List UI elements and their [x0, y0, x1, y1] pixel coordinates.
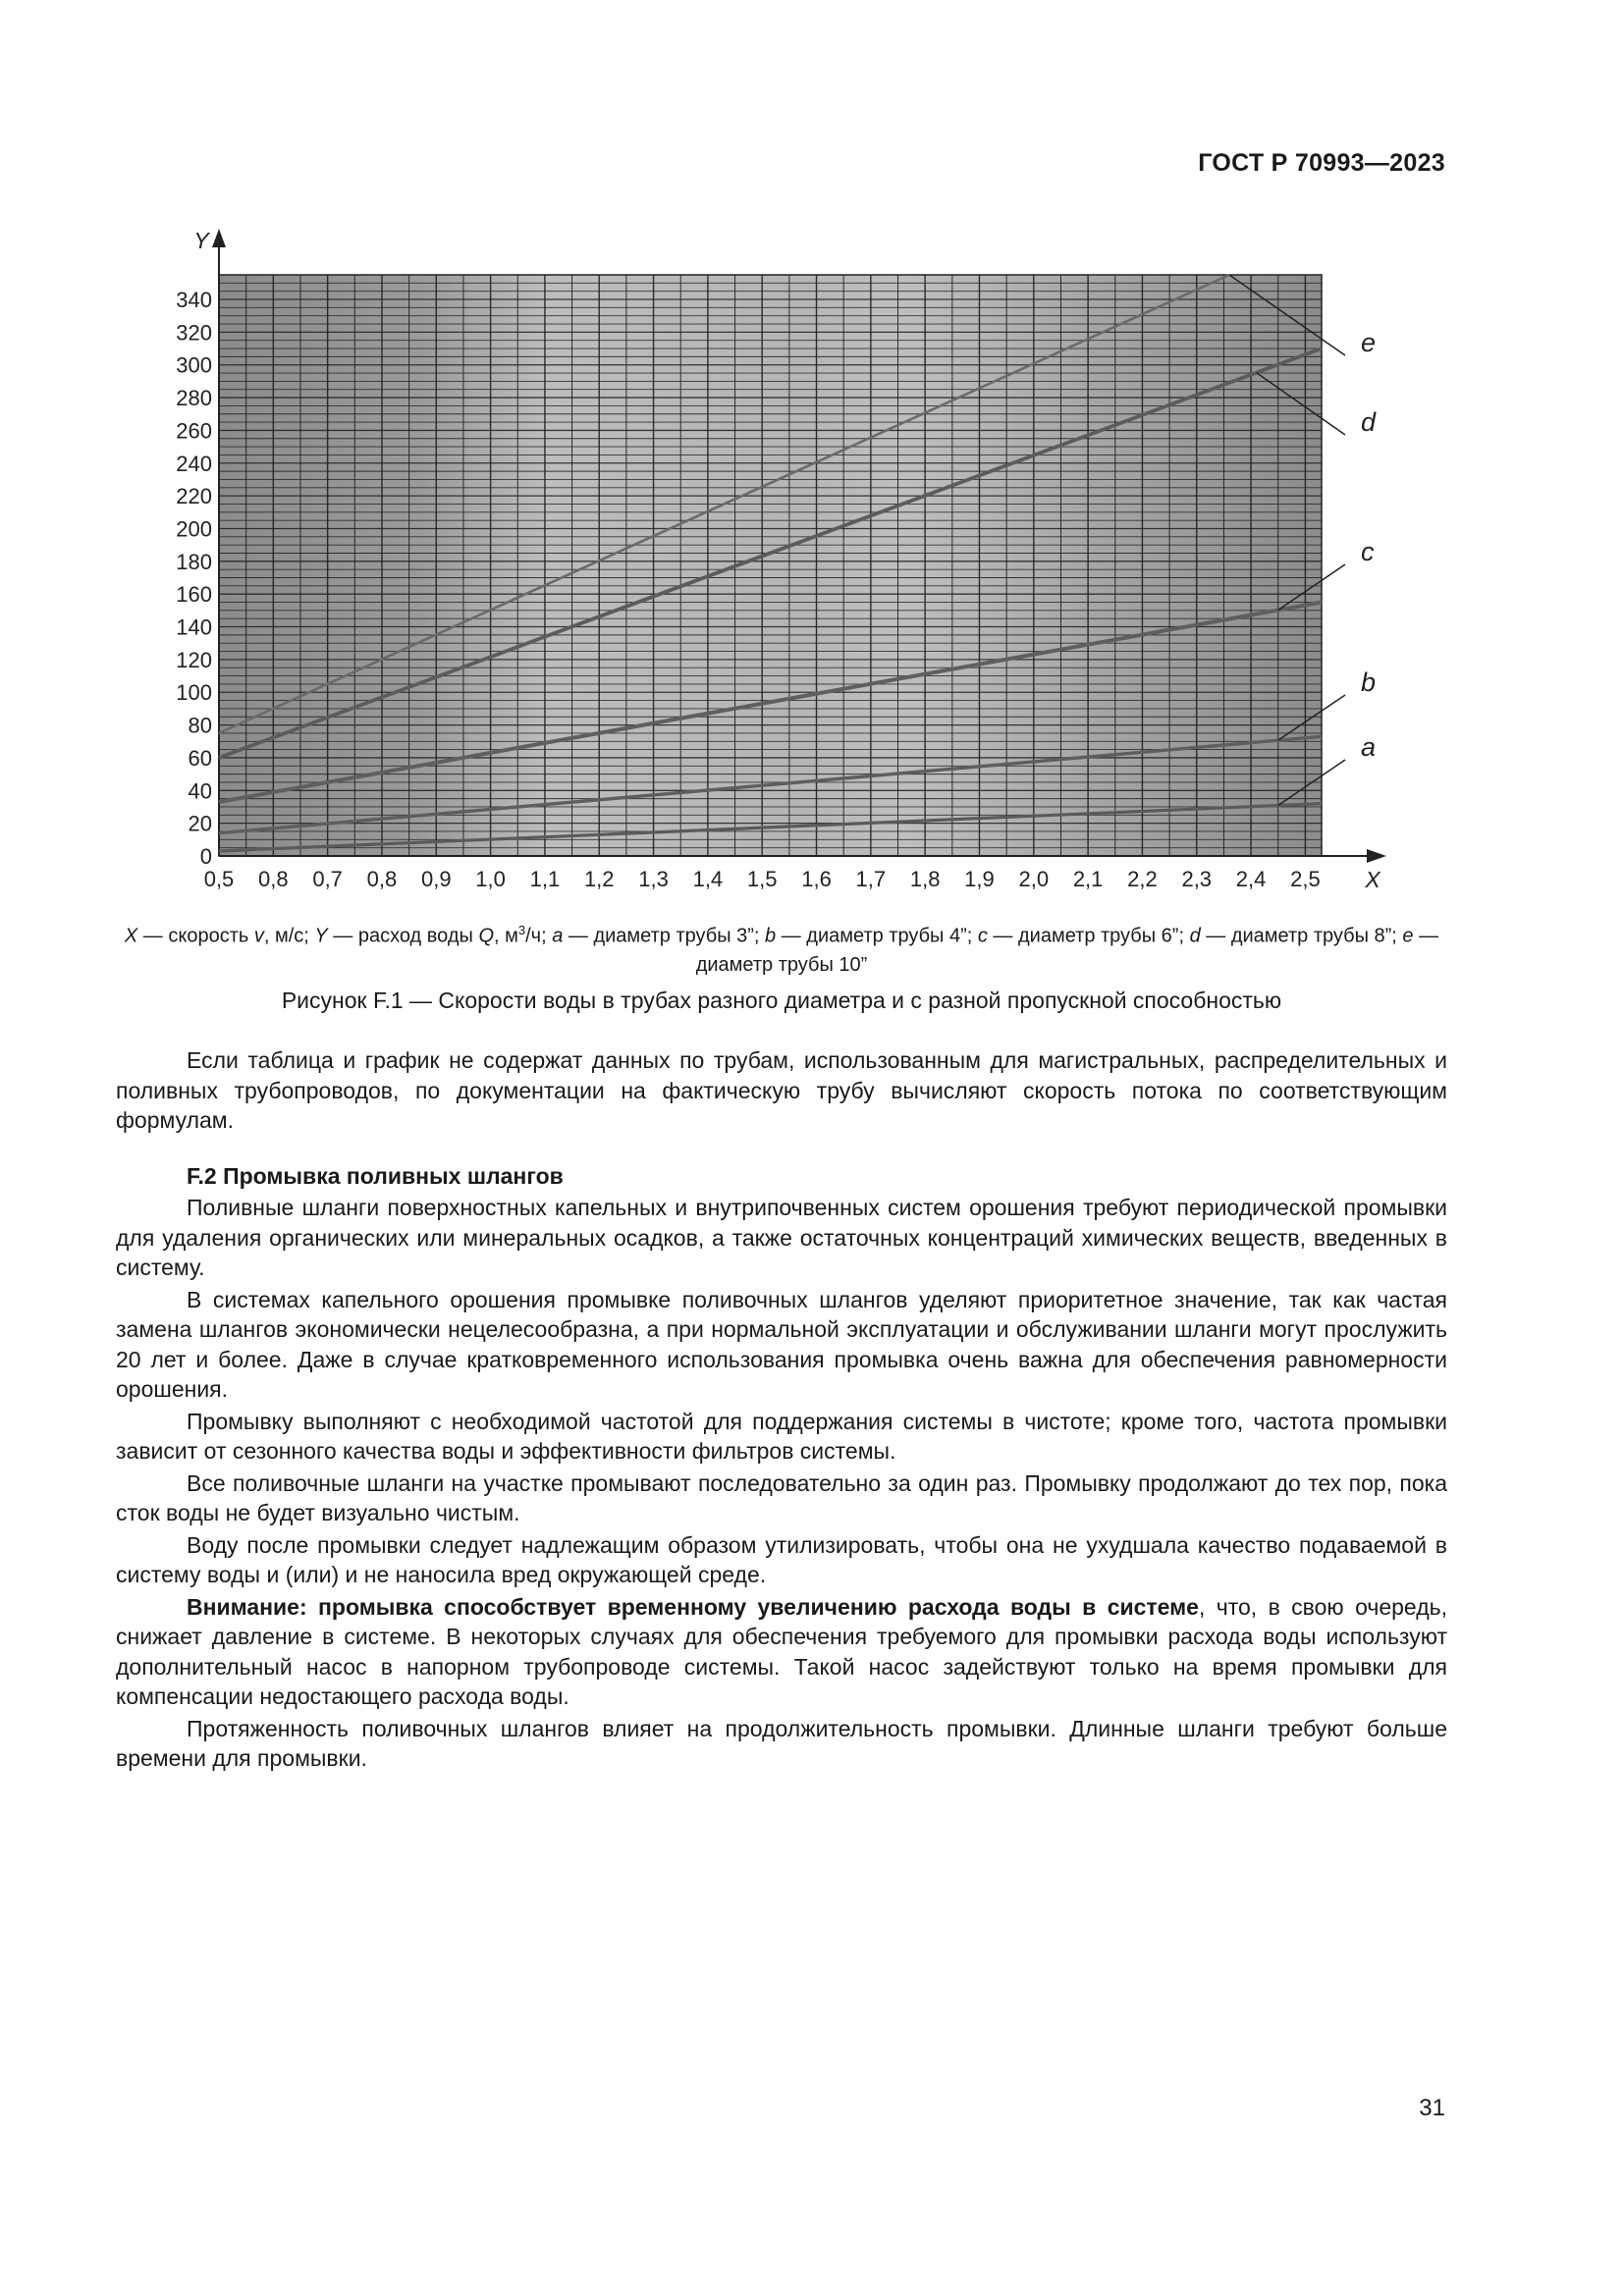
x-tick-label: 1,0 — [475, 867, 506, 891]
x-tick-label: 1,2 — [583, 867, 615, 891]
y-tick-label: 260 — [176, 418, 212, 444]
page-number: 31 — [1419, 2095, 1445, 2121]
document-standard-header: ГОСТ Р 70993—2023 — [1198, 149, 1445, 177]
caption-part: — диаметр трубы 10” — [695, 925, 1439, 976]
caption-part: Y — [314, 925, 328, 947]
paragraph: Воду после промывки следует надлежащим образом утилизировать, чтобы она не ухудшала качество подаваемой в систему воды и (или) и не наносила вред окружающей среде. — [116, 1531, 1447, 1587]
series-label-e: e — [1361, 328, 1377, 357]
paragraph-intro: Если таблица и график не содержат данных по трубам, использованным для магистральных, распределительных и поливных трубопроводов, по документации на фактическую трубу вычисляют скорость потока по соответствующим формулам. — [116, 1047, 1447, 1133]
y-tick-label: 100 — [176, 680, 212, 706]
paragraph: Поливные шланги поверхностных капельных и внутрипочвенных систем орошения требуют периодической промывки для удаления органических или минеральных осадков, а также остаточных концентраций химических веществ, введенных в систему. — [116, 1195, 1447, 1280]
caption-part: /ч; — [525, 925, 553, 947]
y-axis-label: Y — [193, 228, 209, 253]
x-tick-label: 2,3 — [1181, 867, 1213, 891]
paragraph: Промывку выполняют с необходимой частотой для поддержания системы в чистоте; кроме того, частота промывки зависит от сезонного качества воды и эффективности фильтров системы. — [116, 1408, 1447, 1464]
x-tick-label: 2,0 — [1018, 867, 1050, 891]
caption-part: a — [552, 925, 564, 947]
x-tick-label: 0,8 — [366, 867, 398, 891]
y-tick-label: 220 — [176, 484, 212, 509]
paragraph: Протяженность поливочных шлангов влияет на продолжительность промывки. Длинные шланги требуют больше времени для промывки. — [116, 1715, 1447, 1771]
caption-part: b — [765, 925, 777, 947]
series-label-a: a — [1361, 732, 1377, 762]
caption-part: — диаметр трубы 4”; — [776, 925, 978, 947]
y-tick-label: 40 — [188, 778, 212, 804]
caption-part: 3 — [517, 923, 526, 937]
x-tick-label: 0,8 — [258, 867, 289, 891]
main-text — [116, 1045, 1447, 1774]
paragraph: В системах капельного орошения промывке поливочных шлангов уделяют приоритетное значение, так как частая замена шлангов экономически нецелесообразна, а при нормальной эксплуатации и обслуживании шланги могут прослужить 20 лет и более. Даже в случае кратковременного использования промывка очень важна для обеспечения равномерности орошения. — [116, 1286, 1447, 1402]
x-tick-label: 1,6 — [801, 867, 832, 891]
x-tick-label: 0,9 — [420, 867, 452, 891]
caption-part: v — [253, 925, 264, 947]
x-tick-label: 1,1 — [529, 867, 561, 891]
x-tick-label: 1,7 — [855, 867, 887, 891]
figure-legend-caption — [116, 916, 1447, 980]
paragraph-warning — [116, 1592, 1447, 1712]
warning-bold-text: Внимание: промывка способствует временному увеличению расхода воды в системе — [187, 1593, 1199, 1620]
caption-part: — диаметр трубы 3”; — [563, 925, 766, 947]
x-tick-label: 2,1 — [1072, 867, 1104, 891]
x-tick-label: 0,5 — [203, 867, 235, 891]
y-tick-label: 280 — [176, 386, 212, 411]
y-tick-label: 140 — [176, 614, 212, 640]
caption-part: d — [1189, 925, 1201, 947]
y-tick-label: 180 — [176, 549, 212, 574]
y-tick-label: 60 — [188, 745, 212, 771]
x-tick-label: 2,2 — [1127, 867, 1158, 891]
plot-background — [219, 275, 1322, 856]
y-tick-label: 120 — [176, 647, 212, 672]
caption-part: , м — [494, 925, 518, 947]
caption-part: c — [977, 925, 988, 947]
x-axis-arrow — [1367, 849, 1386, 863]
y-tick-label: 160 — [176, 582, 212, 608]
y-axis-arrow — [212, 229, 226, 247]
warning-rest-text: , что, в свою очередь, снижает давление в системе. В некоторых случаях для обеспечения требуемого для промывки расхода воды используют дополнительный насос в напорном трубопроводе системы. Такой насос задействуют только на время промывки для компенсации недостающего расхода воды. — [116, 1593, 1447, 1709]
x-tick-label: 0,7 — [312, 867, 343, 891]
caption-part: — диаметр трубы 6”; — [987, 925, 1190, 947]
caption-part: — расход воды — [327, 925, 479, 947]
y-tick-label: 80 — [188, 713, 212, 738]
x-axis-label: X — [1365, 867, 1380, 892]
y-tick-label: 300 — [176, 352, 212, 378]
x-tick-label: 2,4 — [1235, 867, 1267, 891]
section-heading: F.2 Промывка поливных шлангов — [187, 1162, 564, 1189]
caption-part: — диаметр трубы 8”; — [1200, 925, 1403, 947]
y-tick-label: 320 — [176, 320, 212, 346]
caption-part: X — [124, 925, 138, 947]
caption-part: — скорость — [137, 925, 254, 947]
caption-part: e — [1402, 925, 1414, 947]
y-tick-label: 20 — [188, 811, 212, 836]
x-tick-label: 1,8 — [909, 867, 941, 891]
y-tick-label: 240 — [176, 451, 212, 476]
series-label-b: b — [1361, 667, 1377, 697]
y-tick-label: 0 — [199, 844, 212, 869]
paragraph: Все поливочные шланги на участке промывают последовательно за один раз. Промывку продолжают до тех пор, пока сток воды не будет визуально чистым. — [116, 1469, 1447, 1525]
x-tick-label: 1,9 — [964, 867, 995, 891]
x-tick-label: 1,3 — [638, 867, 669, 891]
figure-title: Рисунок F.1 — Скорости воды в трубах разного диаметра и с разной пропускной способностью — [281, 988, 1282, 1013]
x-tick-label: 1,5 — [746, 867, 778, 891]
caption-part: , м/с; — [263, 925, 315, 947]
caption-part: Q — [478, 925, 495, 947]
series-label-d: d — [1361, 407, 1377, 437]
y-tick-label: 340 — [176, 288, 212, 313]
x-tick-label: 2,5 — [1290, 867, 1321, 891]
series-label-c: c — [1361, 537, 1375, 566]
velocity-flow-chart — [0, 0, 1624, 913]
x-tick-label: 1,4 — [692, 867, 724, 891]
y-tick-label: 200 — [176, 516, 212, 542]
